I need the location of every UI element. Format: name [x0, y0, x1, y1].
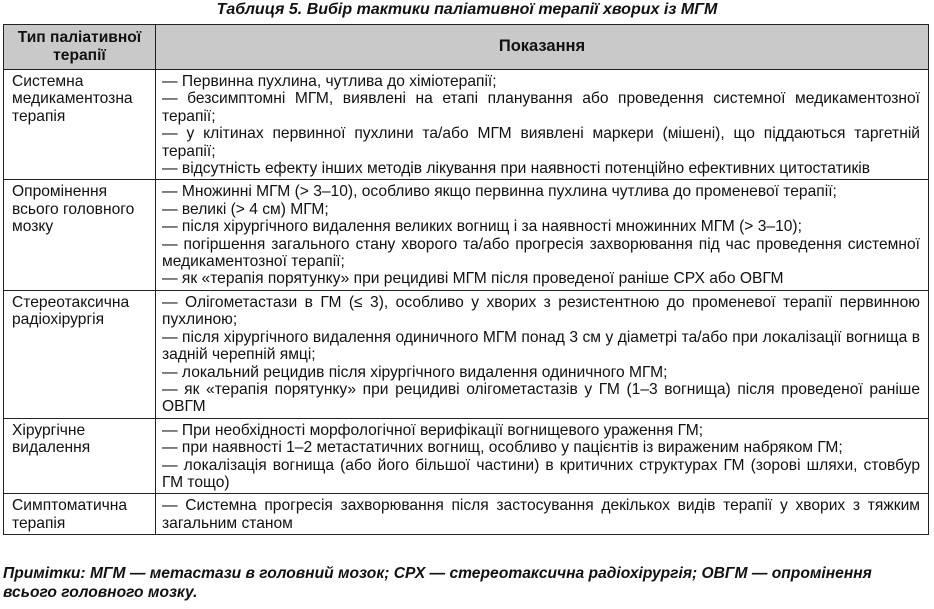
therapy-table	[3, 24, 929, 535]
indications-cell	[156, 418, 929, 494]
indications-cell	[156, 290, 929, 418]
indication-item: — Множинні МГМ (> 3–10), особливо якщо первинна пухлина чутлива до променевої терапії;	[162, 183, 837, 201]
table-row	[4, 180, 929, 290]
therapy-type-cell: Стереотаксична радіохірургія	[4, 290, 156, 418]
indication-item: — Системна прогресія захворювання після застосування декількох видів терапії у хворих з тяжким загальним станом	[162, 497, 920, 532]
indication-item: — після хірургічного видалення великих вогнищ і за наявності множинних МГМ (> 3–10);	[162, 218, 802, 236]
indication-item: — Олігометастази в ГМ (≤ 3), особливо у хворих з резистентною до променевої терапії первинною пухлиною;	[162, 293, 920, 329]
table-caption: Таблиця 5. Вибір тактики паліативної терапії хворих із МГМ	[216, 1, 718, 18]
therapy-type-cell: Системна медикаментозна терапія	[4, 70, 156, 180]
table-footnote: Примітки: МГМ — метастази в головний мозок; СРХ — стереотаксична радіохірургія; ОВГМ — опромінення всього головного мозку.	[3, 565, 872, 601]
header-therapy-type: Тип паліативної терапії	[4, 25, 156, 70]
indication-item: — великі (> 4 см) МГМ;	[162, 200, 329, 218]
table-row	[4, 494, 929, 535]
table-row	[4, 290, 929, 418]
header-indications: Показання	[156, 25, 929, 70]
indication-item: — локалізація вогнища (або його більшої частини) в критичних структурах ГМ (зорові шляхи, стовбур ГМ тощо)	[162, 456, 920, 491]
indication-item: — як «терапія порятунку» при рецидиві МГМ після проведеної раніше СРХ або ОВГМ	[162, 270, 784, 288]
indication-item: — при наявності 1–2 метастатичних вогнищ, особливо у пацієнтів із вираженим набряком ГМ;	[162, 439, 843, 457]
therapy-type-cell: Хірургічне видалення	[4, 418, 156, 494]
indication-item: — погіршення загального стану хворого та/або прогресія захворювання під час проведення системної медикаментозної терапії;	[162, 235, 920, 271]
table-header-row	[4, 25, 929, 70]
therapy-type-cell: Опромінення всього головного мозку	[4, 180, 156, 290]
indication-item: — безсимптомні МГМ, виявлені на етапі планування або проведення системної медикаментозної терапії;	[162, 90, 920, 125]
indication-item: — як «терапія порятунку» при рецидиві олігометастазів у ГМ (1–3 вогнища) після проведеної раніше ОВГМ	[162, 380, 920, 416]
indications-cell	[156, 494, 929, 535]
table-row	[4, 70, 929, 180]
indication-item: — відсутність ефекту інших методів лікування при наявності потенційно ефективних цитостатиків	[162, 160, 871, 178]
indication-item: — локальний рецидив після хірургічного видалення одиничного МГМ;	[162, 363, 668, 381]
indication-item: — При необхідності морфологічної верифікації вогнищевого ураження ГМ;	[162, 421, 704, 439]
indications-cell	[156, 180, 929, 290]
table-row	[4, 418, 929, 494]
indication-item: — після хірургічного видалення одиничного МГМ понад 3 см у діаметрі та/або при локалізації вогнища в задній черепній ямці;	[162, 328, 920, 364]
indications-cell	[156, 70, 929, 180]
indication-item: — у клітинах первинної пухлини та/або МГМ виявлені маркери (мішені), що піддаються таргетній терапії;	[162, 125, 920, 160]
therapy-type-cell: Симптоматична терапія	[4, 494, 156, 535]
indication-item: — Первинна пухлина, чутлива до хіміотерапії;	[162, 73, 497, 90]
